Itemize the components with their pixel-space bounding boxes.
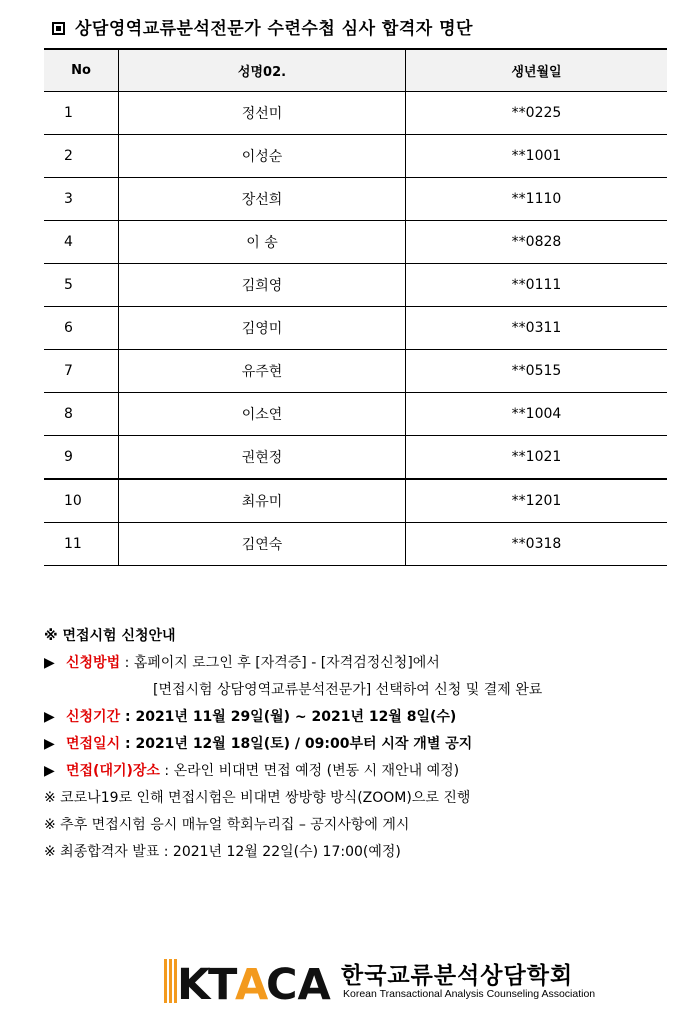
row-name: 김희영 [119,264,406,307]
row-birth: **1021 [406,436,668,480]
table-row [44,479,667,523]
place-text: : 온라인 비대면 면접 예정 (변동 시 재안내 예정) [164,763,460,779]
row-birth: **0225 [406,92,668,135]
row-no: 8 [44,393,119,436]
place-label: 면접(대기)장소 [66,763,160,779]
col-header-name: 성명02. [119,49,406,92]
roster-table [44,48,667,566]
row-name: 최유미 [119,479,406,523]
row-birth: **1004 [406,393,668,436]
note-3: ※ 최종합격자 발표 : 2021년 12월 22일(수) 17:00(예정) [44,844,401,860]
row-name: 장선희 [119,178,406,221]
row-name: 김연숙 [119,523,406,566]
row-no: 3 [44,178,119,221]
row-birth: **0318 [406,523,668,566]
date-label: 면접일시 [66,736,121,752]
col-header-no: No [44,49,119,92]
page-title: 상담영역교류분석전문가 수련수첩 심사 합격자 명단 [52,14,473,39]
logo-ca: CA [266,960,331,1007]
org-name-ko: 한국교류분석상담학회 [341,963,574,989]
logo-k: K [177,960,211,1007]
row-name: 권현정 [119,436,406,480]
table-row [44,92,667,135]
footer-logo [163,955,596,1007]
row-no: 7 [44,350,119,393]
table-row [44,350,667,393]
row-no: 10 [44,479,119,523]
row-birth: **0828 [406,221,668,264]
note-1: ※ 코로나19로 인해 면접시험은 비대면 쌍방향 방식(ZOOM)으로 진행 [44,790,471,806]
notice-method [44,650,684,677]
row-name: 김영미 [119,307,406,350]
table-row [44,135,667,178]
triangle-bullet-icon: ▶ [44,763,55,779]
row-birth: **0111 [406,264,668,307]
square-bullet-icon [52,22,65,35]
row-no: 1 [44,92,119,135]
row-name: 이성순 [119,135,406,178]
logo-t: T [208,960,238,1007]
row-no: 2 [44,135,119,178]
row-no: 5 [44,264,119,307]
row-birth: **0515 [406,350,668,393]
row-birth: **1201 [406,479,668,523]
row-no: 4 [44,221,119,264]
table-row [44,393,667,436]
logo-a: A [235,960,269,1007]
notice-place [44,758,684,785]
notice-heading: ※ 면접시험 신청안내 [44,628,176,644]
row-birth: **1001 [406,135,668,178]
triangle-bullet-icon: ▶ [44,709,55,725]
table-row [44,436,667,480]
table-header-row [44,49,667,92]
row-no: 9 [44,436,119,480]
period-text: : 2021년 11월 29일(월) ~ 2021년 12월 8일(수) [124,709,457,725]
row-name: 이 송 [119,221,406,264]
table-row [44,221,667,264]
triangle-bullet-icon: ▶ [44,736,55,752]
method-text-1: : 홈페이지 로그인 후 [자격증] - [자격검정신청]에서 [124,655,440,671]
table-row [44,307,667,350]
row-birth: **1110 [406,178,668,221]
method-text-2: [면접시험 상담영역교류분석전문가] 선택하여 신청 및 결제 완료 [153,682,543,698]
row-no: 6 [44,307,119,350]
row-no: 11 [44,523,119,566]
org-name-en: Korean Transactional Analysis Counseling Association [343,988,596,1000]
row-name: 이소연 [119,393,406,436]
table-row [44,264,667,307]
row-birth: **0311 [406,307,668,350]
notice-period [44,704,684,731]
triangle-bullet-icon: ▶ [44,655,55,671]
method-label: 신청방법 [66,655,121,671]
date-text: : 2021년 12월 18일(토) / 09:00부터 시작 개별 공지 [124,736,473,752]
note-2: ※ 추후 면접시험 응시 매뉴얼 학회누리집 – 공지사항에 게시 [44,817,410,833]
period-label: 신청기간 [66,709,121,725]
col-header-birth: 생년월일 [406,49,668,92]
table-row [44,178,667,221]
ktaca-logo-icon [163,955,339,1007]
row-name: 유주현 [119,350,406,393]
row-name: 정선미 [119,92,406,135]
notice-section [44,623,684,866]
table-row [44,523,667,566]
notice-date [44,731,684,758]
